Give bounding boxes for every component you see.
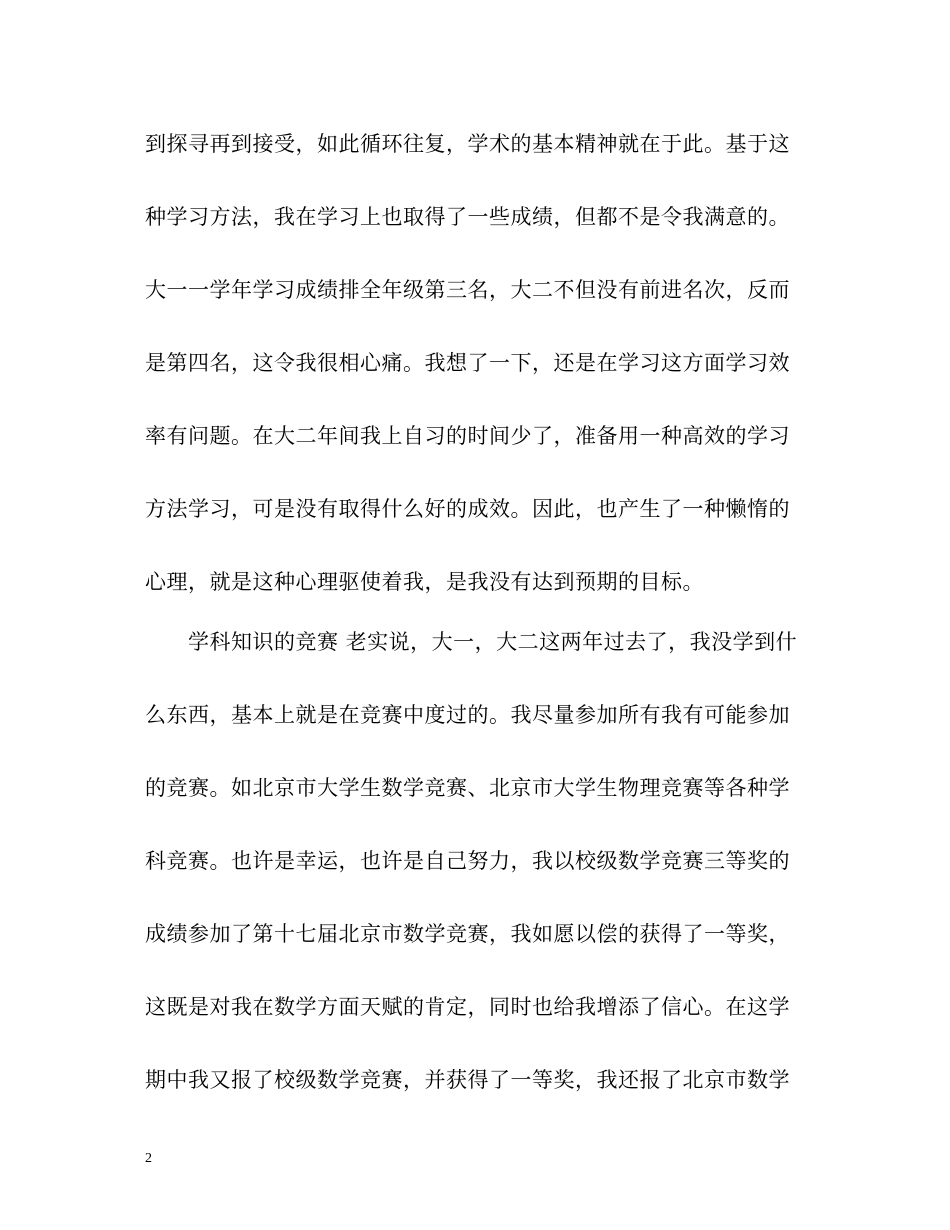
text-line: 的竞赛。如北京市大学生数学竞赛、北京市大学生物理竞赛等各种学 (145, 776, 790, 800)
text-line: 率有问题。在大二年间我上自习的时间少了，准备用一种高效的学习 (145, 424, 790, 448)
text-line: 这既是对我在数学方面天赋的肯定，同时也给我增添了信心。在这学 (145, 995, 790, 1019)
text-line: 是第四名，这令我很相心痛。我想了一下，还是在学习这方面学习效 (145, 351, 790, 375)
text-line: 科竞赛。也许是幸运，也许是自己努力，我以校级数学竞赛三等奖的 (145, 849, 790, 873)
page-number: 2 (145, 1151, 152, 1166)
text-line: 学科知识的竞赛 老实说，大一，大二这两年过去了，我没学到什 (145, 630, 798, 654)
text-line: 心理，就是这种心理驱使着我，是我没有达到预期的目标。 (145, 570, 704, 594)
text-line: 么东西，基本上就是在竞赛中度过的。我尽量参加所有我有可能参加 (145, 703, 790, 727)
text-line: 种学习方法，我在学习上也取得了一些成绩，但都不是令我满意的。 (145, 205, 790, 229)
text-line: 方法学习，可是没有取得什么好的成效。因此，也产生了一种懒惰的 (145, 497, 790, 521)
text-line: 大一一学年学习成绩排全年级第三名，大二不但没有前进名次，反而 (145, 278, 790, 302)
text-line: 到探寻再到接受，如此循环往复，学术的基本精神就在于此。基于这 (145, 132, 790, 156)
text-line: 期中我又报了校级数学竞赛，并获得了一等奖，我还报了北京市数学 (145, 1068, 790, 1092)
text-line: 成绩参加了第十七届北京市数学竞赛，我如愿以偿的获得了一等奖， (145, 922, 790, 946)
